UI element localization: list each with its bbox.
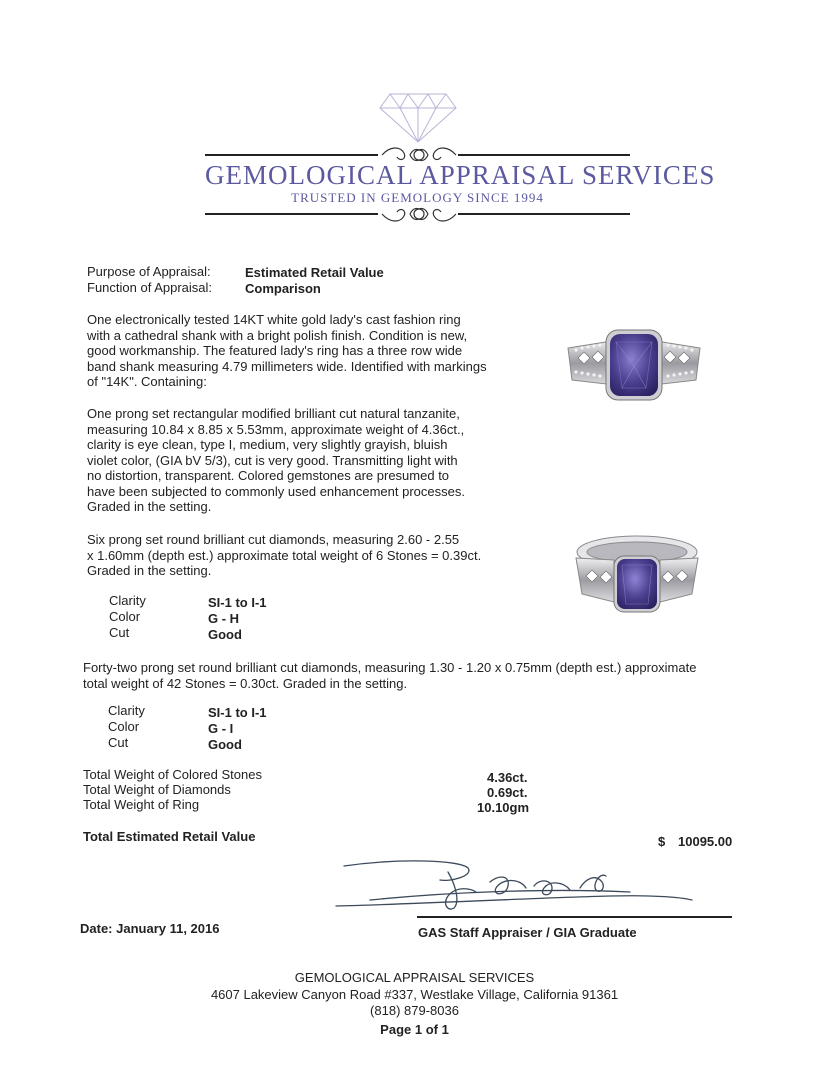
ring-photo-angle: [572, 530, 702, 622]
total-ring-label: Total Weight of Ring: [83, 797, 200, 812]
flourish-bottom-icon: [380, 203, 458, 225]
appraiser-title: GAS Staff Appraiser / GIA Graduate: [418, 925, 637, 940]
footer-phone: (818) 879-8036: [370, 1003, 459, 1018]
description-line: Graded in the setting.: [87, 499, 212, 514]
company-tagline: TRUSTED IN GEMOLOGY SINCE 1994: [291, 190, 544, 205]
description-line: of "14K". Containing:: [87, 374, 207, 389]
description-line: total weight of 42 Stones = 0.30ct. Graded in the setting.: [83, 675, 408, 691]
footer-address: 4607 Lakeview Canyon Road #337, Westlake Village, California 91361: [210, 987, 619, 1002]
total-diamonds-value: 0.69ct.: [487, 785, 528, 800]
cut-value: Good: [208, 627, 242, 642]
function-label: Function of Appraisal:: [87, 280, 213, 295]
description-line: x 1.60mm (depth est.) approximate total weight of 6 Stones = 0.39ct.: [87, 547, 482, 563]
color-label: Color: [108, 719, 140, 734]
header-top-rule-right: [458, 154, 630, 156]
clarity-value: SI-1 to I-1: [208, 705, 267, 720]
company-name: GEMOLOGICAL APPRAISAL SERVICES: [205, 160, 716, 190]
function-value: Comparison: [245, 281, 321, 296]
color-value: G - H: [208, 611, 240, 626]
description-line: Six prong set round brilliant cut diamonds, measuring 2.60 - 2.55: [87, 532, 460, 547]
appraisal-date: Date: January 11, 2016: [80, 921, 220, 936]
purpose-label: Purpose of Appraisal:: [87, 264, 211, 279]
description-line: One electronically tested 14KT white gold lady's cast fashion ring: [87, 312, 461, 327]
forty-two-diamonds-description: [83, 660, 783, 691]
description-line: violet color, (GIA bV 5/3), cut is very good. Transmitting light with: [87, 452, 458, 468]
retail-amount: 10095.00: [678, 834, 733, 849]
retail-currency: $: [658, 834, 666, 849]
description-line: clarity is eye clean, type I, medium, very slightly grayish, bluish: [87, 437, 448, 452]
total-ring-value: 10.10gm: [477, 800, 530, 815]
total-colored-label: Total Weight of Colored Stones: [83, 767, 262, 782]
purpose-value: Estimated Retail Value: [245, 265, 384, 280]
total-diamonds-label: Total Weight of Diamonds: [83, 782, 231, 797]
color-label: Color: [109, 609, 141, 624]
cut-label: Cut: [108, 735, 129, 750]
description-line: band shank measuring 4.79 millimeters wide. Identified with markings: [87, 358, 487, 374]
signature-line: [417, 916, 732, 918]
header-top-rule: [205, 154, 378, 156]
description-line: have been subjected to commonly used enhancement processes.: [87, 483, 465, 499]
diamond-logo-icon: [378, 92, 458, 144]
cut-value: Good: [208, 737, 242, 752]
header-bottom-rule-right: [458, 213, 630, 215]
description-line: One prong set rectangular modified brilliant cut natural tanzanite,: [87, 406, 460, 421]
ring-photo-front: [566, 322, 702, 408]
description-line: no distortion, transparent. Colored gemstones are presumed to: [87, 468, 450, 483]
clarity-value: SI-1 to I-1: [208, 595, 267, 610]
description-line: good workmanship. The featured lady's ring has a three row wide: [87, 343, 463, 358]
description-line: with a cathedral shank with a bright polish finish. Condition is new,: [87, 327, 468, 343]
description-line: Graded in the setting.: [87, 563, 212, 578]
cut-label: Cut: [109, 625, 130, 640]
description-line: measuring 10.84 x 8.85 x 5.53mm, approximate weight of 4.36ct.,: [87, 421, 465, 437]
retail-value-label: Total Estimated Retail Value: [83, 829, 256, 844]
clarity-label: Clarity: [109, 593, 146, 608]
page-number: Page 1 of 1: [380, 1022, 449, 1037]
appraiser-signature: [330, 852, 700, 914]
color-value: G - I: [208, 721, 234, 736]
ring-description: [87, 312, 527, 390]
clarity-label: Clarity: [108, 703, 145, 718]
footer-company: GEMOLOGICAL APPRAISAL SERVICES: [294, 970, 535, 985]
description-line: Forty-two prong set round brilliant cut diamonds, measuring 1.30 - 1.20 x 0.75mm (depth est.) approximate: [83, 660, 697, 675]
tanzanite-description: [87, 406, 527, 515]
total-colored-value: 4.36ct.: [487, 770, 528, 785]
header-bottom-rule: [205, 213, 378, 215]
six-diamonds-description: [87, 532, 527, 579]
